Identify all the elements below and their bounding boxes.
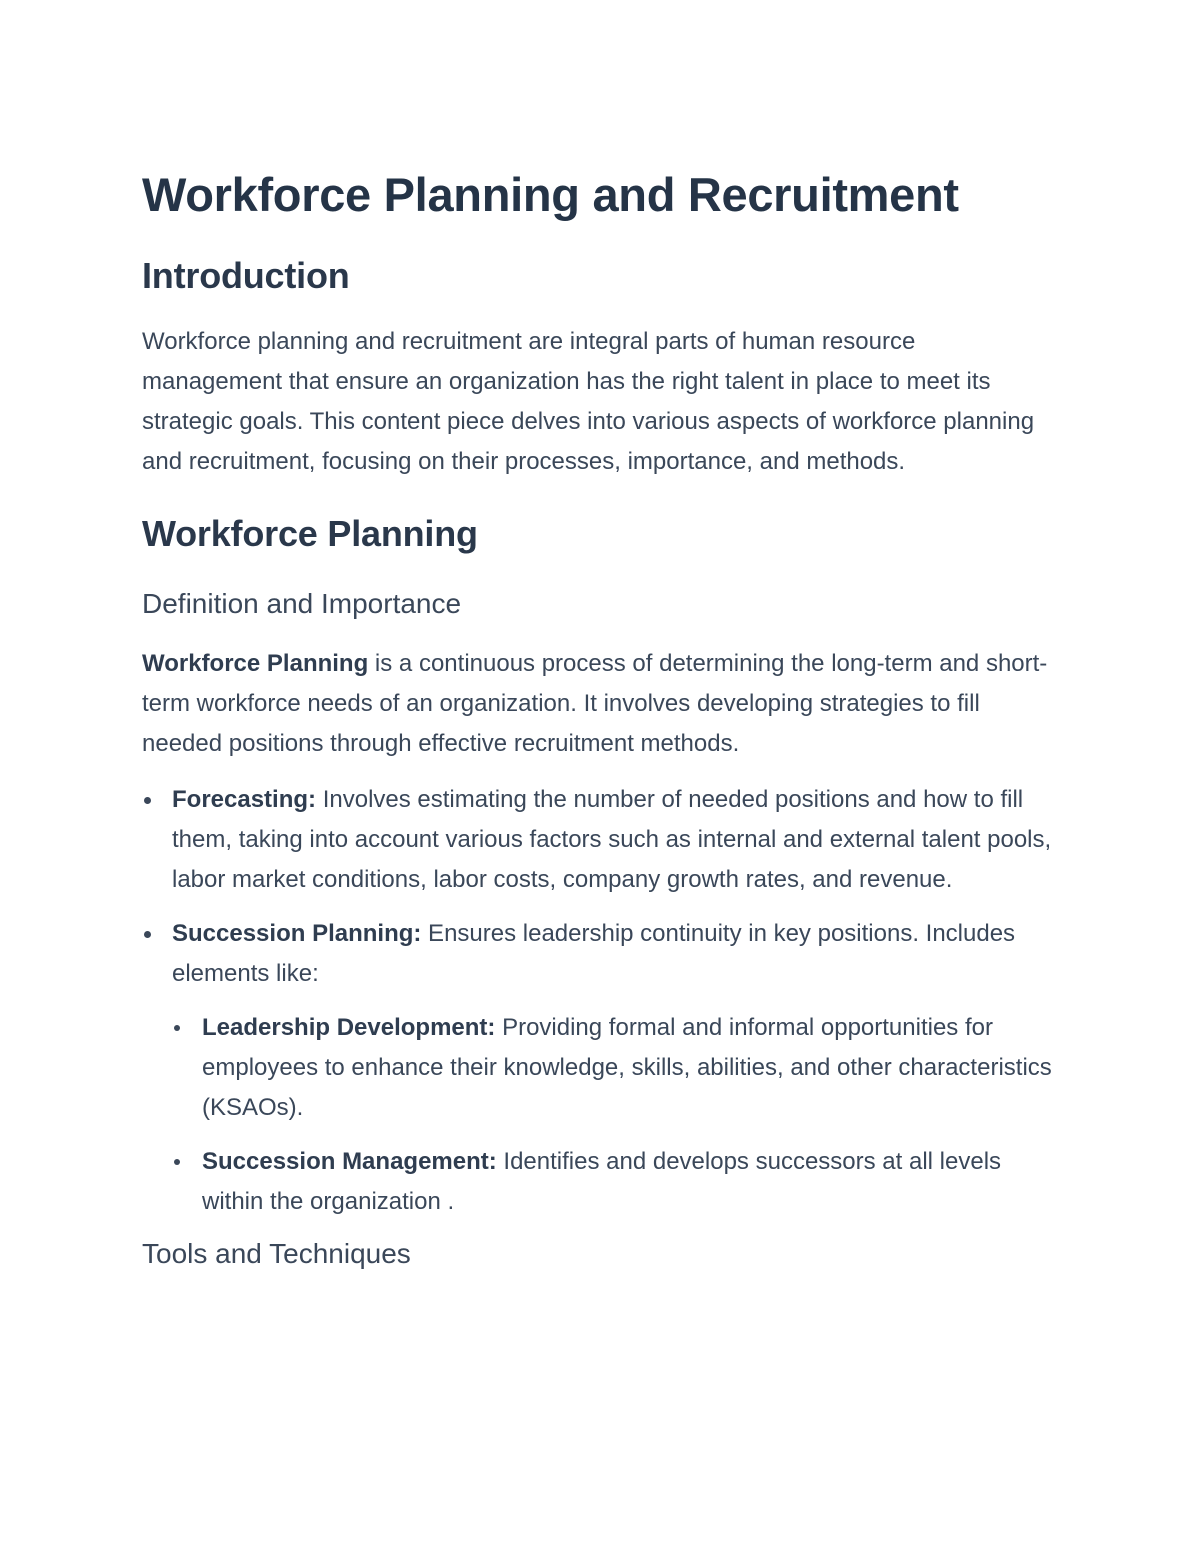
definition-term: Workforce Planning xyxy=(142,650,369,677)
introduction-paragraph: Workforce planning and recruitment are integral parts of human resource management that ensure an organization has the right talent in place to meet its strategic goals. This content piece delves into various aspects of workforce planning and recruitment, focusing on their processes, importance, and methods. xyxy=(142,328,1035,475)
document-title: Workforce Planning and Recruitment xyxy=(142,168,959,221)
bullet-text: Ensures leadership continuity in key positions. Includes elements like: xyxy=(172,920,1016,987)
sub-bullet-term: Leadership Development: xyxy=(202,1014,496,1041)
bullet-term: Succession Planning: xyxy=(172,920,422,947)
definition-text: is a continuous process of determining the long-term and short-term workforce needs of an organization. It involves developing strategies to fill needed positions through effective recruitment methods. xyxy=(142,650,1048,757)
list-item-succession-management xyxy=(172,1142,1060,1222)
tools-heading: Tools and Techniques xyxy=(142,1238,411,1269)
sub-bullet-term: Succession Management: xyxy=(202,1148,497,1175)
list-item-leadership-development xyxy=(172,1008,1060,1128)
list-item-forecasting xyxy=(142,780,1060,900)
workforce-planning-heading: Workforce Planning xyxy=(142,513,478,554)
sub-bullet-text: Identifies and develops successors at all levels within the organization . xyxy=(202,1148,1002,1215)
definition-heading: Definition and Importance xyxy=(142,588,462,619)
workforce-bullet-list xyxy=(142,780,1060,1222)
sub-bullet-text: Providing formal and informal opportunities for employees to enhance their knowledge, skills, abilities, and other characteristics (KSAOs). xyxy=(202,1014,1052,1121)
list-item-succession-planning xyxy=(142,914,1060,1222)
bullet-term: Forecasting: xyxy=(172,786,317,813)
introduction-heading: Introduction xyxy=(142,255,350,296)
succession-sub-list xyxy=(172,1008,1060,1222)
bullet-text: Involves estimating the number of needed positions and how to fill them, taking into account various factors such as internal and external talent pools, labor market conditions, labor costs, company growth rates, and revenue. xyxy=(172,786,1052,893)
definition-paragraph xyxy=(142,644,1060,764)
